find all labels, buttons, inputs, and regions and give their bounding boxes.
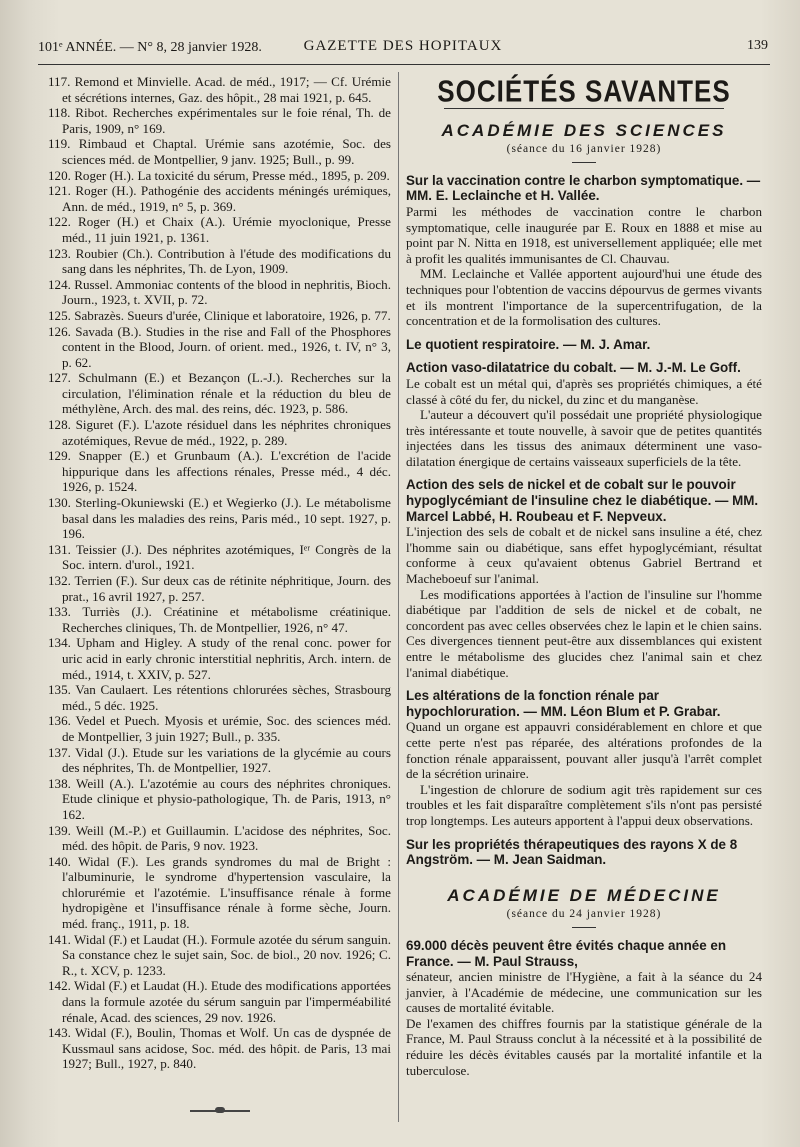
reference-entry: 117. Remond et Minvielle. Acad. de méd., 1917; — Cf. Urémie et sécrétions internes, Gaz. des hôpit., 28 mai 1921, p. 645.	[48, 74, 391, 105]
article-title: Les altérations de la fonction rénale par hypochloruration. — MM. Léon Blum et P. Grabar.	[406, 688, 721, 719]
reference-entry: 123. Roubier (Ch.). Contribution à l'étude des modifications du sang dans les néphrites, Th. de Lyon, 1909.	[48, 245, 391, 277]
reference-entry: 125. Sabrazès. Sueurs d'urée, Clinique et laboratoire, 1926, p. 77.	[48, 307, 391, 323]
article-title: Sur les propriétés thérapeutiques des rayons X de 8 Angström. — M. Jean Saidman.	[406, 836, 738, 868]
article-paragraph: MM. Leclainche et Vallée apportent aujourd'hui une étude des techniques pour l'obtention de vaccins dépourvus de germes vivants et ils montrent l'importance de la supercentrifugation, de la concentration et de la formolisation des cultures.	[406, 266, 762, 329]
reference-entry: 121. Roger (H.). Pathogénie des accidents méningés urémiques, Ann. de méd., 1919, n° 5, p. 369.	[48, 183, 391, 214]
article-paragraph: L'ingestion de chlorure de sodium agit très rapidement sur ces troubles et les fait disparaître complètement s'ils n'ont pas persisté trop longtemps. Les auteurs apportent à l'appui deux observations.	[406, 781, 762, 828]
reference-entry: 142. Widal (F.) et Laudat (H.). Etude des modifications apportées dans la formule azotée du sérum sanguin par l'imperméabilité rénale, Acad. des sciences, 29 nov. 1926.	[48, 978, 391, 1025]
academy-medecine-articles	[406, 938, 762, 1078]
column-divider	[398, 72, 399, 1122]
academy-medecine-heading: ACADÉMIE DE MÉDECINE	[447, 885, 721, 905]
article-title: Action des sels de nickel et de cobalt sur le pouvoir hypoglycémiant de l'insuline chez le diabétique. — MM. Marcel Labbé, H. Roubeau et F. Nepveux.	[406, 477, 759, 524]
reference-entry: 143. Widal (F.), Boulin, Thomas et Wolf. Un cas de dyspnée de Kussmaul sans acidose, Soc. méd. des hôpit. de Paris, 13 mai 1927; Bull., 1927, p. 840.	[48, 1025, 391, 1072]
article-paragraph: Quand un organe est appauvri considérablement en chlore et que cette perte n'est pas réparée, des altérations profondes de la fonction rénale apparaissent, pouvant aller jusqu'à l'arrêt complet de la sécrétion urinaire.	[406, 719, 762, 782]
reference-entry: 141. Widal (F.) et Laudat (H.). Formule azotée du sérum sanguin. Sa constance chez le sujet sain, Soc. de biol., 20 nov. 1926; C. R., t. XCV, p. 1233.	[48, 931, 391, 978]
reference-entry: 133. Turriès (J.). Créatinine et métabolisme créatinique. Recherches cliniques, Th. de Montpellier, 1926, n° 47.	[48, 604, 391, 635]
reference-entry: 120. Roger (H.). La toxicité du sérum, Presse méd., 1895, p. 209.	[48, 167, 390, 183]
academy-sciences-heading: ACADÉMIE DES SCIENCES	[441, 120, 727, 140]
reference-entry: 124. Russel. Ammoniac contents of the blood in nephritis, Bioch. Journ., 1923, t. XVII, p. 72.	[48, 276, 391, 308]
reference-entry: 122. Roger (H.) et Chaix (A.). Urémie myoclonique, Presse méd., 11 juin 1921, p. 1361.	[48, 214, 391, 245]
reference-entry: 140. Widal (F.). Les grands syndromes du mal de Bright : l'albuminurie, le syndrome d'hypertension vasculaire, la chlorurémie et l'azotémie. L'insuffisance rénale à forme hydropigène et l'insuffisance rénale à forme sèche, Journ. méd. franç., 1911, p. 18.	[48, 853, 391, 932]
short-rule	[572, 927, 596, 928]
societies-column	[406, 74, 762, 1078]
article-title: Sur la vaccination contre le charbon symptomatique. — MM. E. Leclainche et H. Vallée.	[406, 172, 761, 204]
reference-entry: 134. Upham and Higley. A study of the renal conc. power for uric acid in early chronic interstitial nephritis, Arch. intern. de méd., 1914, t. XXIV, p. 527.	[48, 635, 391, 682]
article-paragraph: L'injection des sels de cobalt et de nickel sans insuline a été, chez l'homme sain ou diabétique, sans effet hypoglycémiant, résultat conforme à ceux qu'avaient obtenus Gabriel Bertrand et Macheboeuf sur l'animal.	[406, 524, 762, 587]
article-title: Action vaso-dilatatrice du cobalt. — M. J.-M. Le Goff.	[406, 360, 741, 376]
page-number: 139	[747, 38, 768, 53]
reference-entry: 129. Snapper (E.) et Grunbaum (A.). L'excrétion de l'acide hippurique dans les affections rénales, Presse méd., 4 déc. 1926, p. 1524.	[48, 448, 391, 495]
reference-entry: 136. Vedel et Puech. Myosis et urémie, Soc. des sciences méd. de Montpellier, 3 juin 1927; Bull., p. 335.	[48, 713, 391, 744]
reference-entry: 128. Siguret (F.). L'azote résiduel dans les néphrites chroniques azotémiques, Revue de méd., 1922, p. 289.	[48, 417, 391, 448]
reference-entry: 135. Van Caulaert. Les rétentions chlorurées sèches, Strasbourg méd., 5 déc. 1925.	[48, 682, 391, 713]
reference-entry: 118. Ribot. Recherches expérimentales sur le foie rénal, Th. de Paris, 1909, n° 169.	[48, 105, 391, 136]
article-paragraph: De l'examen des chiffres fournis par la statistique générale de la France, M. Paul Strauss conclut à la nécessité et à la possibilité de réduire les décès évitables causés par la mortalité infantile et la tuberculose.	[406, 1015, 762, 1078]
academy-sciences-seance: (séance du 16 janvier 1928)	[506, 143, 662, 156]
header-rule	[38, 64, 770, 65]
reference-entry: 119. Rimbaud et Chaptal. Urémie sans azotémie, Soc. des sciences méd. de Montpellier, 9 janv. 1925; Bull., p. 99.	[48, 136, 391, 167]
bibliography-column	[48, 74, 391, 1072]
article-lead: sénateur, ancien ministre de l'Hygiène, a fait à la séance du 24 janvier, à l'Académie de médecine, une communication sur les causes de mortalité évitable.	[406, 969, 762, 1016]
article-paragraph: Le cobalt est un métal qui, d'après ses propriétés chimiques, a été classé à côté du fer, du nickel, du zinc et du manganèse.	[406, 375, 762, 407]
article-title: Le quotient respiratoire. — M. J. Amar.	[406, 336, 651, 352]
reference-entry: 127. Schulmann (E.) et Bezançon (L.-J.). Recherches sur la circulation, l'élimination rénale et la réduction du bleu de méthylène, Arch. des mal. des reins, déc. 1923, p. 586.	[48, 370, 391, 417]
end-ornament-dot	[215, 1107, 225, 1113]
short-rule	[572, 162, 596, 163]
reference-entry: 138. Weill (A.). L'azotémie au cours des néphrites chroniques. Etude clinique et physio-pathologique, Th. de Paris, 1913, n° 162.	[48, 775, 391, 822]
journal-title: GAZETTE DES HOPITAUX	[303, 38, 503, 54]
running-header	[38, 36, 768, 62]
academy-sciences-articles	[406, 173, 762, 868]
reference-entry: 139. Weill (M.-P.) et Guillaumin. L'acidose des néphrites, Soc. méd. des hôpit. de Paris, 9 nov. 1923.	[48, 822, 391, 854]
reference-entry: 130. Sterling-Okuniewski (E.) et Wegierko (J.). Le métabolisme basal dans les maladies des reins, Paris méd., 10 sept. 1927, p. 196.	[48, 495, 391, 542]
article-paragraph: Parmi les méthodes de vaccination contre le charbon symptomatique, celle inaugurée par E. Roux en 1888 et mise au point par N. Nitta en 1918, est universellement appliquée; elle met à profit les qualités immunisantes de Cl. Chauvau.	[406, 203, 762, 266]
reference-entry: 137. Vidal (J.). Etude sur les variations de la glycémie au cours des néphrites, Th. de Montpellier, 1927.	[48, 744, 391, 776]
reference-entry: 131. Teissier (J.). Des néphrites azotémiques, Iᵉʳ Congrès de la Soc. intern. d'urol., 1921.	[48, 541, 391, 573]
article-title: 69.000 décès peuvent être évités chaque année en France. — M. Paul Strauss,	[406, 937, 727, 969]
article-paragraph: L'auteur a découvert qu'il possédait une propriété physiologique très intéressante et toute nouvelle, à savoir que de petites quantités injectées dans les tissus des animaux déterminent une vaso-dilatation énergique de certains vaisseaux superficiels de la tête.	[406, 407, 762, 469]
reference-entry: 126. Savada (B.). Studies in the rise and Fall of the Phosphores content in the Blood, Journ. of orient. med., 1926, t. IV, n° 3, p. 62.	[48, 323, 391, 370]
issue-info: 101ᵉ ANNÉE. — N° 8, 28 janvier 1928.	[38, 40, 262, 55]
reference-entry: 132. Terrien (F.). Sur deux cas de rétinite néphritique, Journ. des prat., 16 avril 1927, p. 257.	[48, 573, 391, 604]
article-paragraph: Les modifications apportées à l'action de l'insuline sur l'homme diabétique par l'addition de sels de nickel et de cobalt, ne concordent pas avec celles observées chez le lapin et le chien sains. Ces divergences tiennent peut-être aux dissemblances qui existent entre le métabolisme des glucides chez l'animal sain et chez l'animal diabétique.	[406, 586, 762, 680]
section-title: SOCIÉTÉS SAVANTES	[437, 73, 731, 109]
academy-medecine-seance: (séance du 24 janvier 1928)	[506, 908, 662, 921]
